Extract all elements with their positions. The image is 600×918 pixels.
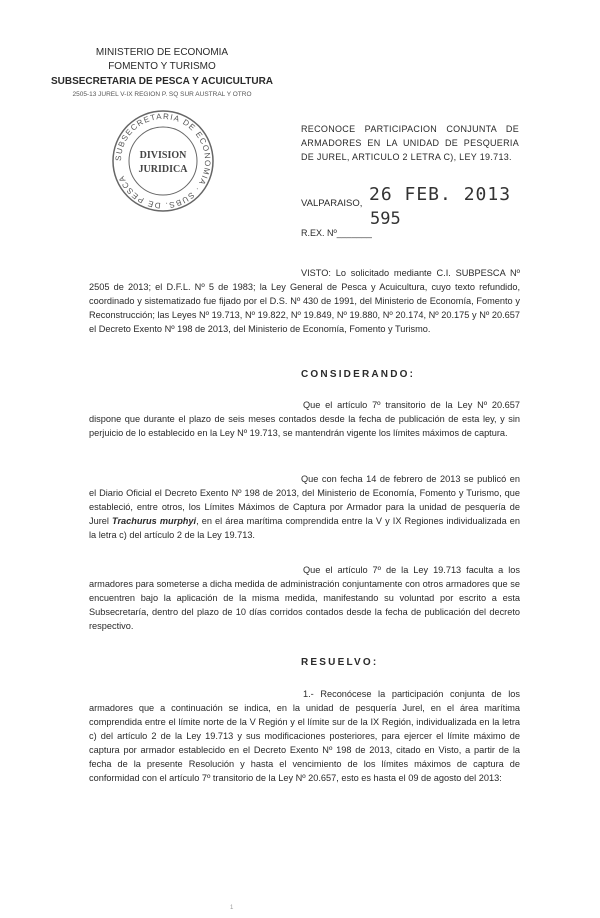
- considerando-paragraph-3: Que el artículo 7º de la Ley 19.713 faculta a los armadores para someterse a dicha medida de administración conjuntamente con otros armadores que se encuentren bajo la aplicación de la misma medida, manifestando su voluntad por escrito a esta Subsecretaría, dentro del plazo de 10 días corridos contados desde la fecha de publicación del decreto respectivo.: [89, 565, 520, 631]
- subsecretaria-name: SUBSECRETARIA DE PESCA Y ACUICULTURA: [50, 76, 274, 87]
- stamp-line2: JURIDICA: [138, 164, 188, 175]
- stamp-ring-text: SUBSECRETARIA DE ECONOMIA · SUBS. DE PESCA: [113, 111, 213, 211]
- stamp-line1: DIVISION: [139, 150, 187, 161]
- place-label: VALPARAISO,: [301, 198, 363, 209]
- resuelvo-heading: RESUELVO:: [301, 657, 379, 668]
- considerando-paragraph-2: Que con fecha 14 de febrero de 2013 se publicó en el Diario Oficial el Decreto Exento Nº 198 de 2013, del Ministerio de Economía, Fomento y Turismo, que estableció, entre otros, los Límites Máximos de Captura por Armador para la unidad de pesquería de Jurel Trachurus murphyi, en el área marítima comprendida entre la V y IX Regiones individualizada en la letra c) del artículo 2 de la Ley 19.713.: [89, 474, 520, 540]
- file-reference: 2505-13 JUREL V-IX REGION P. SQ SUR AUSTRAL Y OTRO: [72, 91, 252, 98]
- page-footer: 1: [230, 905, 234, 911]
- visto-paragraph: VISTO: Lo solicitado mediante C.I. SUBPESCA Nº 2505 de 2013; el D.F.L. Nº 5 de 1983; la Ley General de Pesca y Acuicultura, cuyo texto refundido, coordinado y sistematizado fue fijado por el D.S. Nº 430 de 1991, del Ministerio de Economía, Fomento y Reconstrucción; las Leyes Nº 19.713, Nº 19.822, Nº 19.849, Nº 19.880, Nº 20.174, Nº 20.175 y Nº 20.657 el Decreto Exento Nº 198 de 2013, del Ministerio de Economía, Fomento y Turismo.: [89, 268, 520, 334]
- species-name: Trachurus murphyi: [112, 516, 197, 526]
- considerando-heading: CONSIDERANDO:: [301, 369, 416, 380]
- division-juridica-stamp-icon: [108, 106, 218, 216]
- resuelvo-article-1: 1.- Reconócese la participación conjunta de los armadores que a continuación se indica, en la unidad de pesquería Jurel, en el área marítima comprendida entre el límite norte de la V Región y el límite sur de la IX Región, individualizada en la letra c) del artículo 2 de la Ley 19.713 y sus modificaciones posteriores, para ejercer el límite máximo de captura por armador establecido en el Decreto Exento Nº 198 de 2013, citado en Visto, a partir de la fecha de la presente Resolución y hasta el vencimiento de los límites máximos de captura de conformidad con el artículo 7º transitorio de la Ley Nº 20.657, esto es hasta el 09 de agosto del 2013:: [89, 689, 520, 783]
- considerando-paragraph-1: Que el artículo 7º transitorio de la Ley Nº 20.657 dispone que durante el plazo de seis meses contados desde la fecha de publicación de esta ley, y sin perjuicio de lo establecido en la Ley Nº 19.713, se mantendrán vigente los límites máximos de captura.: [89, 400, 520, 438]
- resolution-subject: RECONOCE PARTICIPACION CONJUNTA DE ARMADORES EN LA UNIDAD DE PESQUERIA DE JUREL, ARTICULO 2 LETRA C), LEY 19.713.: [301, 124, 519, 162]
- ministry-subtitle: FOMENTO Y TURISMO: [108, 61, 216, 72]
- date-stamp: 26 FEB. 2013: [369, 184, 512, 205]
- resolution-number-label: R.EX. Nº_______: [301, 228, 372, 238]
- resolution-number: 595: [370, 209, 401, 229]
- ministry-name: MINISTERIO DE ECONOMIA: [95, 47, 229, 58]
